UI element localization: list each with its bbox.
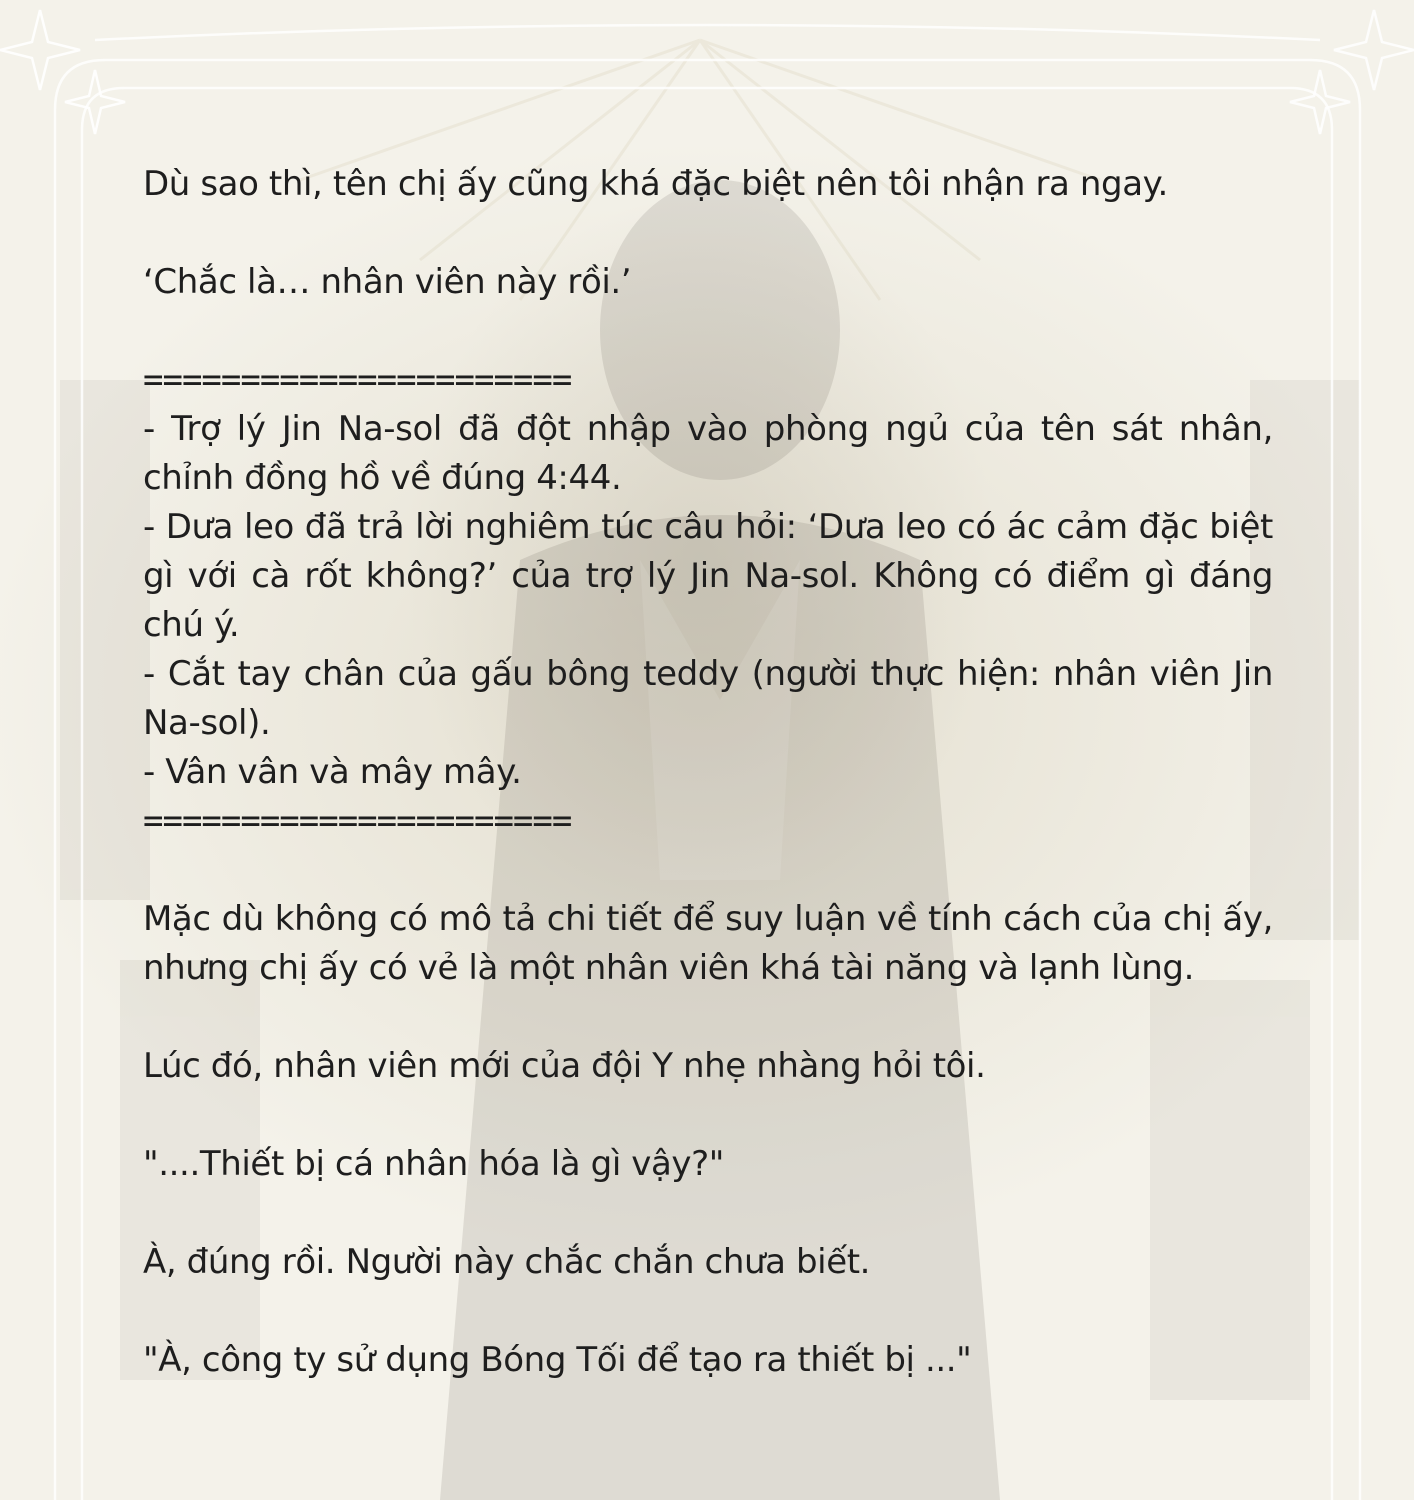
paragraph: "....Thiết bị cá nhân hóa là gì vậy?" xyxy=(143,1144,725,1184)
separator-line: ====================== xyxy=(143,360,572,400)
paragraph: ‘Chắc là… nhân viên này rồi.’ xyxy=(143,262,632,302)
separator-line: ====================== xyxy=(143,801,572,841)
corner-star-icon xyxy=(0,10,80,90)
paragraph: À, đúng rồi. Người này chắc chắn chưa biết. xyxy=(143,1242,871,1282)
paragraph: "À, công ty sử dụng Bóng Tối để tạo ra thiết bị ..." xyxy=(143,1340,972,1380)
list-item: - Dưa leo đã trả lời nghiêm túc câu hỏi: ‘Dưa leo có ác cảm đặc biệt gì với cà rốt không?’ của trợ lý Jin Na-sol. Không có điểm gì đáng chú ý. xyxy=(143,507,1273,645)
list-item: - Cắt tay chân của gấu bông teddy (người thực hiện: nhân viên Jin Na-sol). xyxy=(143,654,1273,743)
list-item: - Trợ lý Jin Na-sol đã đột nhập vào phòng ngủ của tên sát nhân, chỉnh đồng hồ về đúng 4:44. xyxy=(143,409,1273,498)
paragraph: Mặc dù không có mô tả chi tiết để suy luận về tính cách của chị ấy, nhưng chị ấy có vẻ là một nhân viên khá tài năng và lạnh lùng. xyxy=(143,899,1273,988)
paragraph: Dù sao thì, tên chị ấy cũng khá đặc biệt nên tôi nhận ra ngay. xyxy=(143,164,1168,204)
paragraph: Lúc đó, nhân viên mới của đội Y nhẹ nhàng hỏi tôi. xyxy=(143,1046,986,1086)
story-text xyxy=(143,160,1273,1385)
list-item: - Vân vân và mây mây. xyxy=(143,752,522,792)
